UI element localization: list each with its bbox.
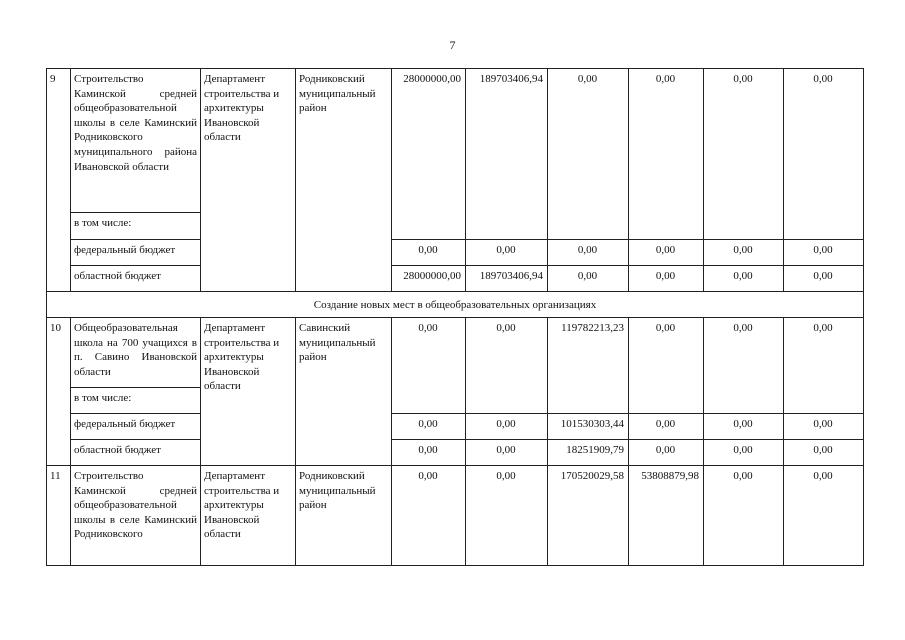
executor-cell: Департамент строительства и архитектуры Ивановской области — [201, 69, 296, 292]
value-cell: 0,00 — [784, 318, 864, 414]
in-total-label: в том числе: — [71, 213, 201, 240]
table-row — [47, 266, 864, 292]
federal-label: федеральный бюджет — [71, 240, 201, 266]
value-cell: 0,00 — [704, 414, 784, 440]
value-cell: 0,00 — [629, 69, 704, 240]
value-cell: 0,00 — [466, 440, 548, 466]
regional-label: областной бюджет — [71, 266, 201, 292]
row-number: 11 — [47, 466, 71, 566]
table-row — [47, 414, 864, 440]
federal-label: федеральный бюджет — [71, 414, 201, 440]
municipality-cell: Родниковский муниципальный район — [296, 466, 392, 566]
table-row — [47, 440, 864, 466]
regional-label: областной бюджет — [71, 440, 201, 466]
value-cell: 0,00 — [548, 266, 629, 292]
table-row — [47, 69, 864, 213]
project-name: Строительство Каминской средней общеобразовательной школы в селе Каминский Родниковского муниципального района Ивановской области — [71, 69, 201, 213]
value-cell: 28000000,00 — [392, 69, 466, 240]
value-cell: 0,00 — [784, 414, 864, 440]
value-cell: 0,00 — [784, 240, 864, 266]
value-cell: 0,00 — [704, 69, 784, 240]
project-name: Общеобразовательная школа на 700 учащихся в п. Савино Ивановской области — [71, 318, 201, 388]
table-row — [47, 292, 864, 318]
value-cell: 101530303,44 — [548, 414, 629, 440]
value-cell: 53808879,98 — [629, 466, 704, 566]
table-row — [47, 466, 864, 566]
municipality-cell: Савинский муниципальный район — [296, 318, 392, 466]
value-cell: 0,00 — [466, 240, 548, 266]
value-cell: 28000000,00 — [392, 266, 466, 292]
value-cell: 0,00 — [704, 266, 784, 292]
value-cell: 0,00 — [392, 318, 466, 414]
page-number: 7 — [449, 38, 456, 52]
value-cell: 0,00 — [629, 240, 704, 266]
table-row — [47, 318, 864, 388]
value-cell: 18251909,79 — [548, 440, 629, 466]
value-cell: 0,00 — [704, 440, 784, 466]
value-cell: 0,00 — [784, 466, 864, 566]
value-cell: 0,00 — [392, 440, 466, 466]
value-cell: 0,00 — [629, 318, 704, 414]
section-title: Создание новых мест в общеобразовательных организациях — [47, 292, 864, 318]
value-cell: 0,00 — [629, 440, 704, 466]
value-cell: 0,00 — [548, 69, 629, 240]
value-cell: 0,00 — [548, 240, 629, 266]
executor-cell: Департамент строительства и архитектуры Ивановской области — [201, 466, 296, 566]
value-cell: 0,00 — [392, 466, 466, 566]
value-cell: 0,00 — [704, 466, 784, 566]
value-cell: 0,00 — [392, 240, 466, 266]
value-cell: 0,00 — [466, 414, 548, 440]
value-cell: 0,00 — [466, 466, 548, 566]
value-cell: 119782213,23 — [548, 318, 629, 414]
value-cell: 170520029,58 — [548, 466, 629, 566]
executor-cell: Департамент строительства и архитектуры Ивановской области — [201, 318, 296, 466]
row-number: 9 — [47, 69, 71, 292]
project-name: Строительство Каминской средней общеобразовательной школы в селе Каминский Родниковского — [71, 466, 201, 566]
row-number: 10 — [47, 318, 71, 466]
budget-table — [46, 68, 864, 566]
value-cell: 0,00 — [784, 266, 864, 292]
value-cell: 0,00 — [704, 240, 784, 266]
value-cell: 0,00 — [704, 318, 784, 414]
table-row — [47, 240, 864, 266]
value-cell: 189703406,94 — [466, 266, 548, 292]
value-cell: 0,00 — [392, 414, 466, 440]
value-cell: 189703406,94 — [466, 69, 548, 240]
value-cell: 0,00 — [784, 69, 864, 240]
value-cell: 0,00 — [629, 414, 704, 440]
value-cell: 0,00 — [466, 318, 548, 414]
value-cell: 0,00 — [784, 440, 864, 466]
municipality-cell: Родниковский муниципальный район — [296, 69, 392, 292]
in-total-label: в том числе: — [71, 388, 201, 414]
value-cell: 0,00 — [629, 266, 704, 292]
